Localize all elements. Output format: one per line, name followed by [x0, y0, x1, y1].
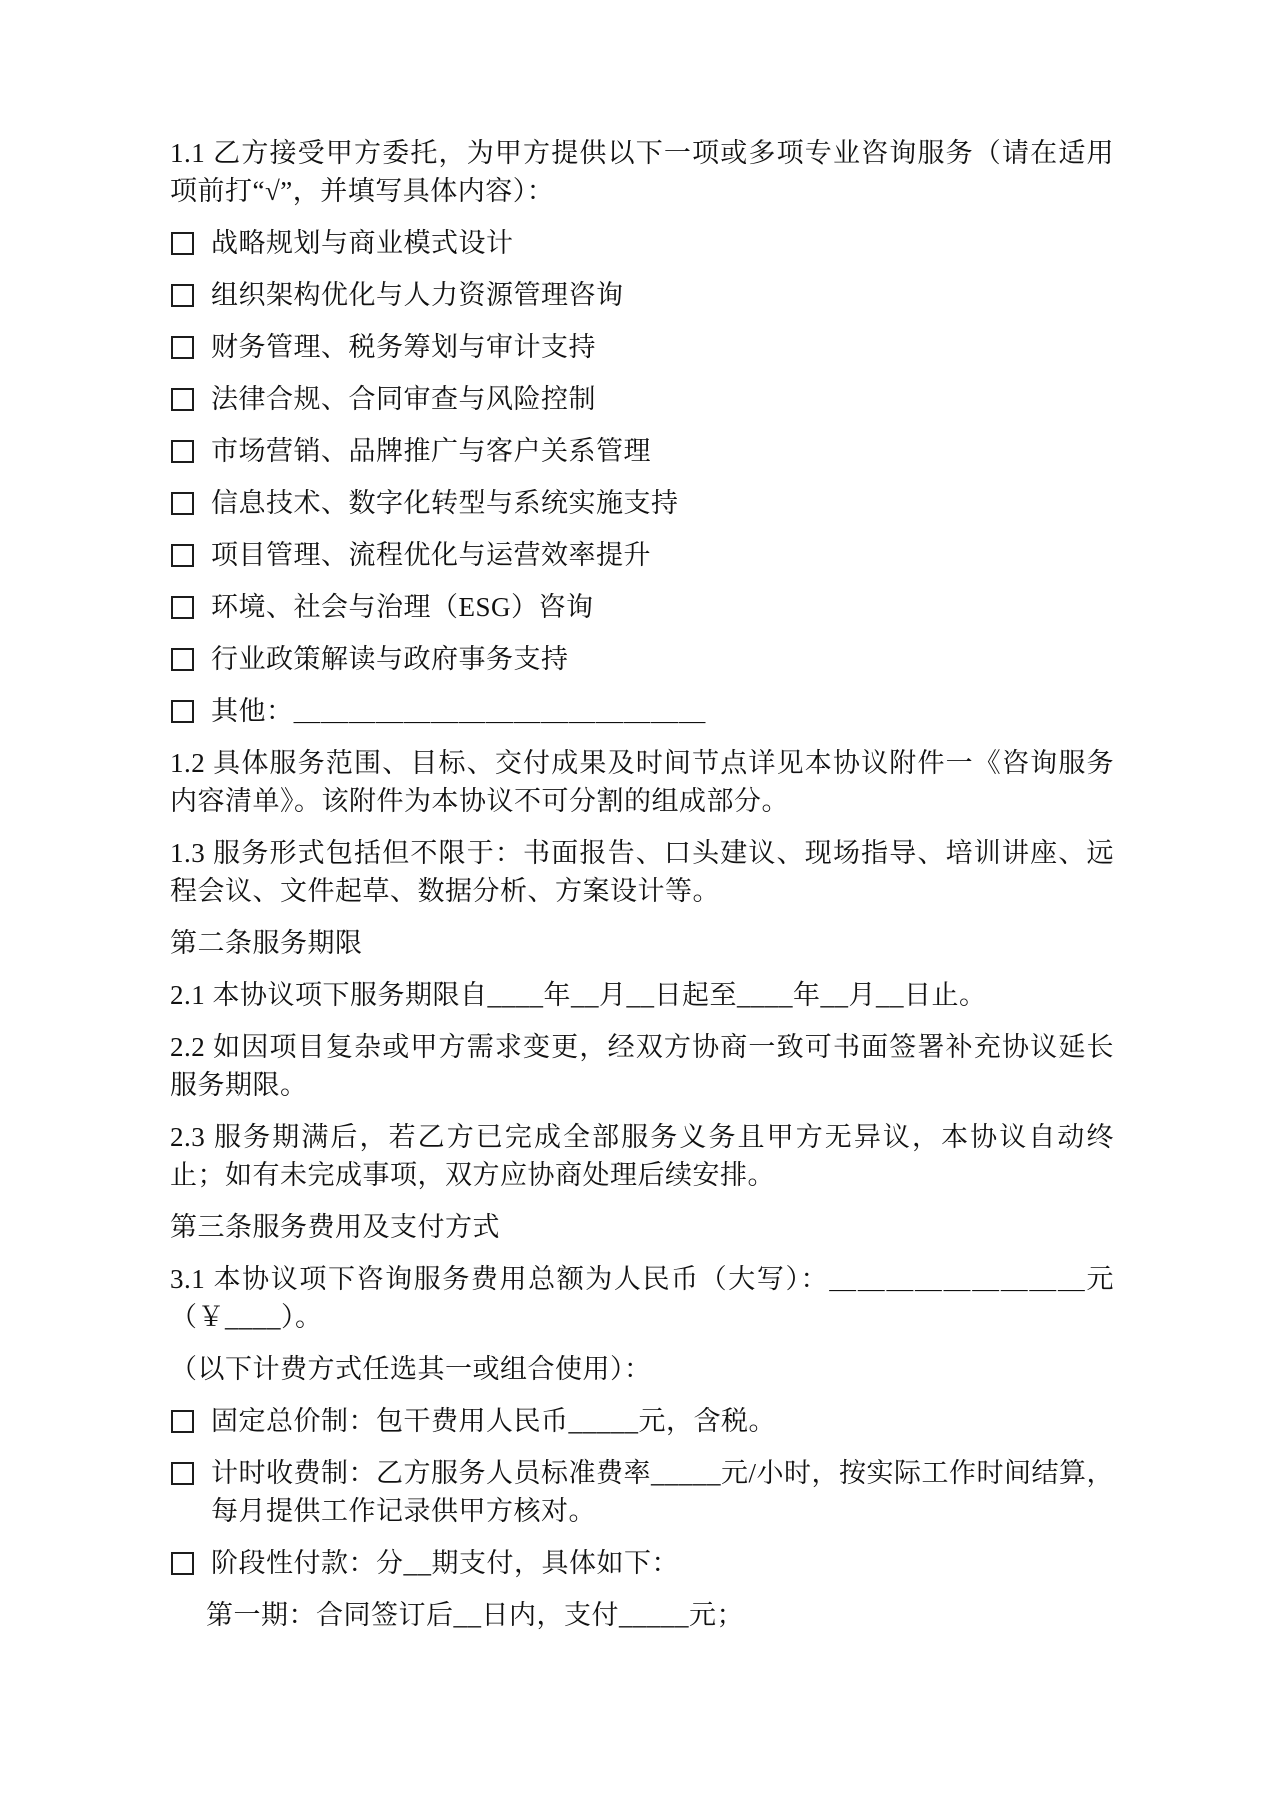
checkbox-icon	[171, 544, 194, 567]
service-option-label: 其他：＿＿＿＿＿＿＿＿＿＿＿＿＿＿＿	[211, 696, 706, 726]
service-option-label: 市场营销、品牌推广与客户关系管理	[211, 436, 651, 466]
checkbox-icon	[171, 440, 194, 463]
checkbox-icon	[171, 492, 194, 515]
service-option-label: 组织架构优化与人力资源管理咨询	[211, 280, 624, 310]
checkbox-icon	[171, 388, 194, 411]
service-option-row-other	[170, 692, 1114, 730]
checkbox-icon	[171, 232, 194, 255]
billing-option-label: 固定总价制：包干费用人民币_____元，含税。	[211, 1406, 776, 1436]
checkbox-icon	[171, 1462, 194, 1485]
service-option-row-policy	[170, 640, 1114, 678]
checkbox-icon	[171, 700, 194, 723]
service-option-label: 战略规划与商业模式设计	[211, 228, 514, 258]
checkbox-icon	[171, 284, 194, 307]
checkbox-icon	[171, 1552, 194, 1575]
service-option-label: 行业政策解读与政府事务支持	[211, 644, 569, 674]
billing-option-label: 计时收费制：乙方服务人员标准费率_____元/小时，按实际工作时间结算，每月提供工作记录供甲方核对。	[211, 1458, 1115, 1526]
checkbox-icon	[171, 648, 194, 671]
billing-note: （以下计费方式任选其一或组合使用）：	[170, 1354, 652, 1384]
checkbox-icon	[171, 596, 194, 619]
service-option-row-legal	[170, 380, 1114, 418]
clause-2-1: 2.1 本协议项下服务期限自____年__月__日起至____年__月__日止。	[170, 980, 987, 1010]
clause-1-1: 1.1 乙方接受甲方委托，为甲方提供以下一项或多项专业咨询服务（请在适用项前打“√”，并填写具体内容）：	[170, 138, 1114, 206]
checkbox-icon	[171, 1410, 194, 1433]
clause-1-2: 1.2 具体服务范围、目标、交付成果及时间节点详见本协议附件一《咨询服务内容清单》。该附件为本协议不可分割的组成部分。	[170, 748, 1114, 816]
service-option-row-esg	[170, 588, 1114, 626]
service-option-row-finance	[170, 328, 1114, 366]
service-option-label: 信息技术、数字化转型与系统实施支持	[211, 488, 679, 518]
section-2-heading: 第二条服务期限	[170, 928, 363, 958]
clause-2-3: 2.3 服务期满后，若乙方已完成全部服务义务且甲方无异议，本协议自动终止；如有未完成事项，双方应协商处理后续安排。	[170, 1122, 1114, 1190]
billing-option-row-installments	[170, 1544, 1114, 1582]
service-option-row-strategy	[170, 224, 1114, 262]
clause-2-2: 2.2 如因项目复杂或甲方需求变更，经双方协商一致可书面签署补充协议延长服务期限。	[170, 1032, 1114, 1100]
service-option-label: 项目管理、流程优化与运营效率提升	[211, 540, 651, 570]
checkbox-icon	[171, 336, 194, 359]
billing-option-row-hourly	[170, 1454, 1114, 1530]
clause-1-3: 1.3 服务形式包括但不限于：书面报告、口头建议、现场指导、培训讲座、远程会议、文件起草、数据分析、方案设计等。	[170, 838, 1114, 906]
service-option-label: 环境、社会与治理（ESG）咨询	[211, 592, 594, 622]
service-option-row-it	[170, 484, 1114, 522]
service-option-row-project	[170, 536, 1114, 574]
service-option-row-organization	[170, 276, 1114, 314]
billing-option-row-fixed-price	[170, 1402, 1114, 1440]
service-option-label: 法律合规、合同审查与风险控制	[211, 384, 596, 414]
service-option-label: 财务管理、税务筹划与审计支持	[211, 332, 596, 362]
section-3-heading: 第三条服务费用及支付方式	[170, 1212, 500, 1242]
clause-3-1: 3.1 本协议项下咨询服务费用总额为人民币（大写）：＿＿＿＿＿＿＿＿＿元（￥____）。	[170, 1264, 1114, 1332]
service-option-row-marketing	[170, 432, 1114, 470]
installment-1-line: 第一期：合同签订后__日内，支付_____元；	[206, 1600, 744, 1630]
billing-option-label: 阶段性付款：分__期支付，具体如下：	[211, 1548, 679, 1578]
